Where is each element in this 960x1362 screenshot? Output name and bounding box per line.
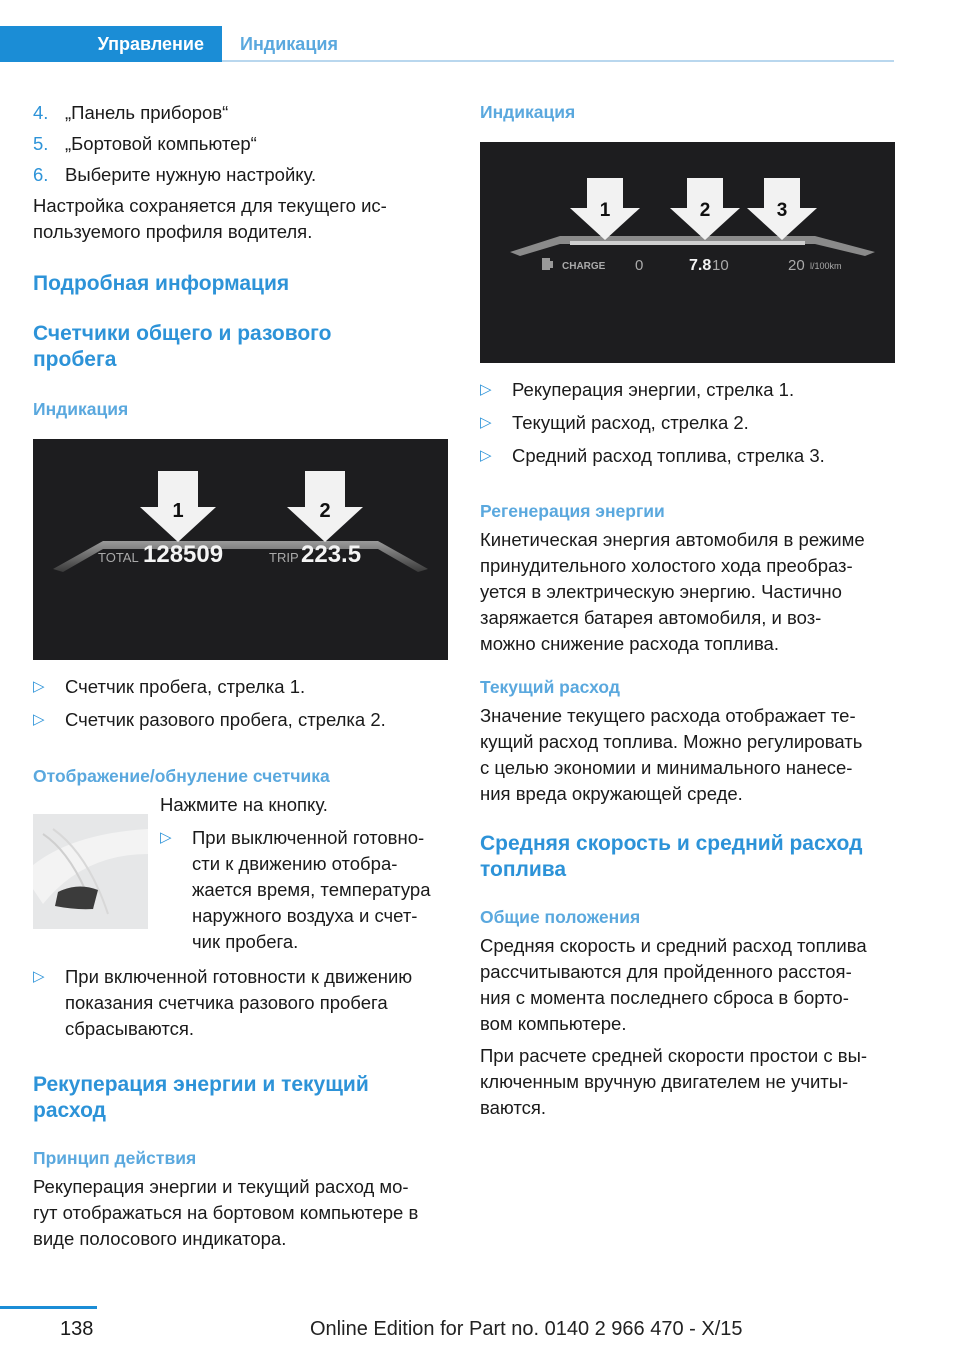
header-bar <box>0 26 960 62</box>
bar-indicator <box>570 241 805 245</box>
heading-display: Индикация <box>33 399 129 419</box>
list-item: ▷ При включенной готовности к движению показания счетчика разового пробега сбрасываются. <box>33 964 448 1042</box>
consumption-display-image <box>480 142 895 363</box>
bullet-triangle-icon: ▷ <box>33 968 45 985</box>
bullet-triangle-icon: ▷ <box>480 414 492 431</box>
heading-regeneration: Регенерация энергии <box>480 501 665 521</box>
tick-20: 20 <box>788 257 805 274</box>
edition-note: Online Edition for Part no. 0140 2 966 470 - X/15 <box>310 1318 743 1340</box>
heading-principle: Принцип действия <box>33 1148 197 1168</box>
current-value: 7.8 <box>689 257 712 274</box>
regeneration-text: Кинетическая энергия автомобиля в режиме принудительного холостого хода преобраз- уется в электрическую энергию. Частично заряжается батарея автомобиля, и воз- можно снижение расхода топлива. <box>480 529 865 654</box>
tick-10: 10 <box>712 257 729 274</box>
list-item: ▷ Текущий расход, стрелка 2. <box>480 410 895 436</box>
total-label: TOTAL <box>98 550 139 565</box>
bullet-triangle-icon: ▷ <box>33 711 45 728</box>
bullet-triangle-icon: ▷ <box>480 381 492 398</box>
heading-avg: Средняя скорость и средний расход топлива <box>480 832 863 881</box>
charge-label: CHARGE <box>562 261 606 272</box>
heading-current: Текущий расход <box>480 677 620 697</box>
section-tab-active[interactable]: Управление <box>0 26 222 62</box>
reset-block <box>33 792 448 962</box>
heading-display: Индикация <box>480 102 576 122</box>
tick-0: 0 <box>635 257 644 274</box>
heading-reset: Отображение/обнуление счетчика <box>33 766 330 786</box>
page-number: 138 <box>60 1318 94 1340</box>
total-value: 128509 <box>143 541 224 568</box>
footer-rule <box>0 1306 97 1309</box>
arrow-1-icon <box>570 178 640 240</box>
arrow-2-icon <box>670 178 740 240</box>
section-tab-inactive[interactable]: Индикация <box>240 33 338 54</box>
heading-odometer: Счетчики общего и разового пробега <box>33 322 332 371</box>
bullet-triangle-icon: ▷ <box>33 678 45 695</box>
bar-bezel <box>510 236 875 256</box>
general-text-2: При расчете средней скорости простои с вы- ключенным вручную двигателем не учиты- ваются. <box>480 1045 868 1118</box>
list-item: ▷ Счетчик пробега, стрелка 1. <box>33 674 448 700</box>
svg-text:2: 2 <box>699 200 711 221</box>
odometer-display-image <box>33 439 448 660</box>
list-item: ▷ Рекуперация энергии, стрелка 1. <box>480 377 895 403</box>
press-button-text: Нажмите на кнопку. <box>160 794 328 815</box>
unit-label: l/100km <box>810 261 842 271</box>
profile-note: Настройка сохраняется для текущего ис- пользуемого профиля водителя. <box>33 195 387 242</box>
svg-text:3: 3 <box>776 200 788 221</box>
list-item: 6. Выберите нужную настройку. <box>33 164 317 185</box>
list-item: 5. „Бортовой компьютер“ <box>33 133 257 154</box>
button-photo <box>33 814 148 929</box>
current-text: Значение текущего расхода отображает те- кущий расход топлива. Можно регулировать с целью экономии и минимального нанесе- ния вреда окружающей среде. <box>480 705 863 804</box>
fuel-pump-icon <box>542 258 553 270</box>
general-text-1: Средняя скорость и средний расход топлива рассчитываются для пройденного расстоя- ния с момента последнего сброса в борто- вом компьютере. <box>480 935 867 1034</box>
left-column <box>33 100 448 1252</box>
list-item: 4. „Панель приборов“ <box>33 102 229 123</box>
list-item: ▷ Счетчик разового пробега, стрелка 2. <box>33 707 448 733</box>
trip-value: 223.5 <box>301 541 362 568</box>
arrow-3-icon <box>747 178 817 240</box>
svg-text:2: 2 <box>319 500 331 522</box>
bullet-triangle-icon: ▷ <box>160 829 172 846</box>
bullet-triangle-icon: ▷ <box>480 447 492 464</box>
heading-details: Подробная информация <box>33 272 290 295</box>
heading-recuperation: Рекуперация энергии и текущий расход <box>33 1073 369 1122</box>
svg-text:1: 1 <box>172 500 184 522</box>
arrow-1-icon <box>140 471 216 542</box>
svg-text:1: 1 <box>599 200 611 221</box>
right-column <box>480 100 895 1121</box>
principle-text: Рекуперация энергии и текущий расход мо- гут отображаться на бортовом компьютере в виде полосового индикатора. <box>33 1176 419 1249</box>
header-rule <box>222 60 894 62</box>
list-item: ▷ При выключенной готовно- сти к движению отобра- жается время, температура наружного воздуха и счет- чик пробега. <box>160 825 448 955</box>
arrow-2-icon <box>287 471 363 542</box>
list-item: ▷ Средний расход топлива, стрелка 3. <box>480 443 895 469</box>
heading-general: Общие положения <box>480 907 641 927</box>
trip-label: TRIP <box>269 550 299 565</box>
